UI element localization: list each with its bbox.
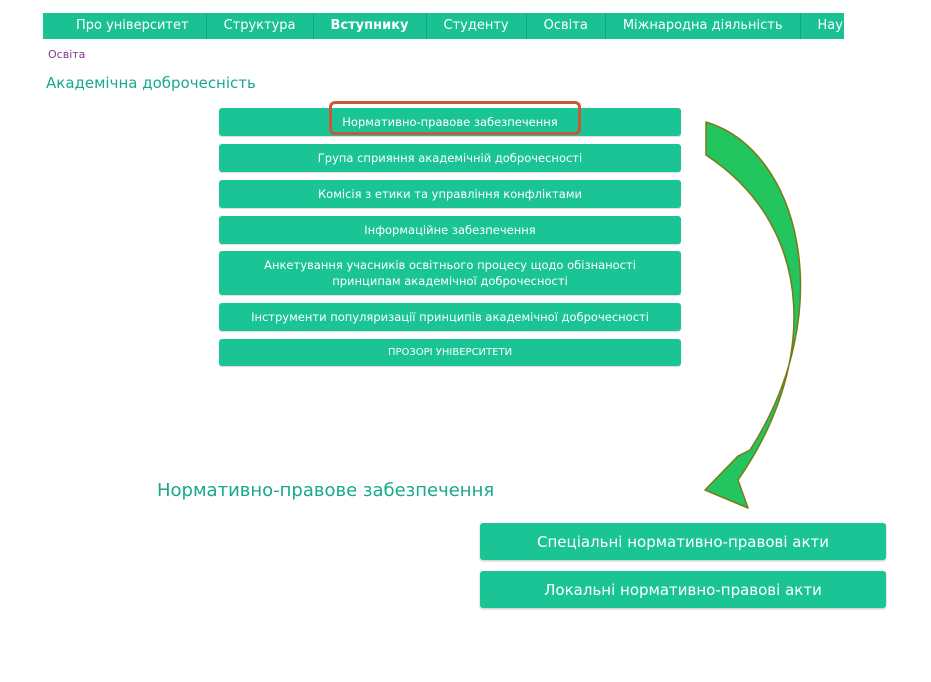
nav-item-science[interactable]: Наука (800, 13, 876, 39)
nav-item-applicant[interactable]: Вступнику (313, 13, 426, 39)
special-acts-button[interactable] (480, 523, 886, 560)
breadcrumb[interactable]: Освіта (48, 48, 86, 61)
local-acts-label: Локальні нормативно-правові акти (544, 580, 822, 599)
survey-label-line2: принципам академічної доброчесності (332, 274, 568, 288)
transparent-universities-button[interactable] (219, 339, 681, 366)
curved-down-arrow-icon (690, 110, 840, 520)
page-title: Академічна доброчесність (46, 74, 256, 92)
regulatory-support-label: Нормативно-правове забезпечення (342, 115, 558, 129)
nav-item-student[interactable]: Студенту (426, 13, 526, 39)
integrity-group-label: Група сприяння академічній доброчесності (317, 151, 583, 165)
popularization-tools-button[interactable] (219, 303, 681, 331)
survey-label-line1: Анкетування учасників освітнього процесу щодо обізнаності (264, 258, 636, 272)
local-acts-button[interactable] (480, 571, 886, 608)
survey-label (264, 257, 636, 289)
ethics-commission-button[interactable] (219, 180, 681, 208)
top-navigation (43, 13, 859, 39)
transparent-universities-label: ПРОЗОРІ УНІВЕРСИТЕТИ (387, 346, 513, 358)
special-acts-label: Спеціальні нормативно-правові акти (536, 532, 830, 551)
nav-item-education[interactable]: Освіта (526, 13, 605, 39)
nav-item-about[interactable]: Про університет (76, 18, 189, 33)
subsection-title: Нормативно-правове забезпечення (157, 480, 495, 501)
nav-item-structure[interactable]: Структура (206, 13, 313, 39)
popularization-tools-label: Інструменти популяризації принципів академічної доброчесності (251, 310, 649, 324)
information-support-button[interactable] (219, 216, 681, 244)
survey-button[interactable] (219, 251, 681, 295)
ethics-commission-label: Комісія з етики та управління конфліктами (318, 187, 582, 201)
regulatory-support-button[interactable] (219, 108, 681, 136)
integrity-group-button[interactable] (219, 144, 681, 172)
nav-item-international[interactable]: Міжнародна діяльність (605, 13, 800, 39)
information-support-label: Інформаційне забезпечення (364, 223, 536, 237)
